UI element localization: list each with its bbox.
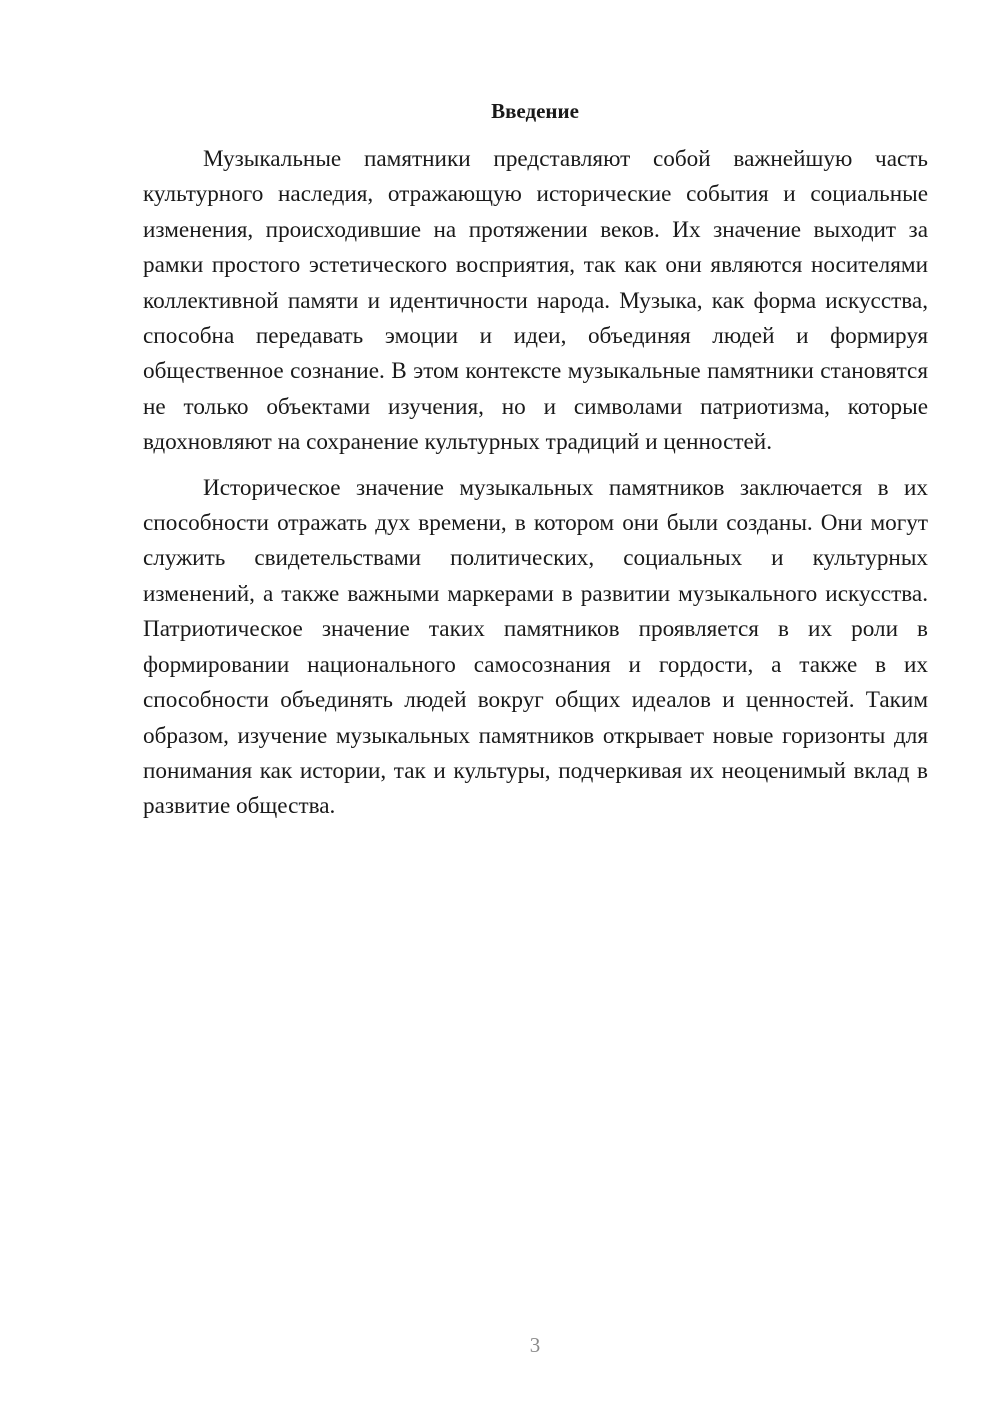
body-text — [143, 142, 928, 835]
section-title: Введение — [491, 99, 579, 123]
paragraph: Музыкальные памятники представляют собой важнейшую часть культурного наследия, отражающую исторические события и социальные изменения, происходившие на протяжении веков. Их значение выходит за рамки простого эстетического восприятия, так как они являются носителями коллективной памяти и идентичности народа. Музыка, как форма искусства, способна передавать эмоции и идеи, объединяя людей и формируя общественное сознание. В этом контексте музыкальные памятники становятся не только объектами изучения, но и символами патриотизма, которые вдохновляют на сохранение культурных традиций и ценностей. — [143, 146, 928, 456]
page-number: 3 — [529, 1333, 541, 1357]
paragraph: Историческое значение музыкальных памятников заключается в их способности отражать дух времени, в котором они были созданы. Они могут служить свидетельствами политических, социальных и культурных изменений, а также важными маркерами в развитии музыкального искусства. Патриотическое значение таких памятников проявляется в их роли в формировании национального самосознания и гордости, а также в их способности объединять людей вокруг общих идеалов и ценностей. Таким образом, изучение музыкальных памятников открывает новые горизонты для понимания как истории, так и культуры, подчеркивая их неоценимый вклад в развитие общества. — [143, 474, 928, 820]
